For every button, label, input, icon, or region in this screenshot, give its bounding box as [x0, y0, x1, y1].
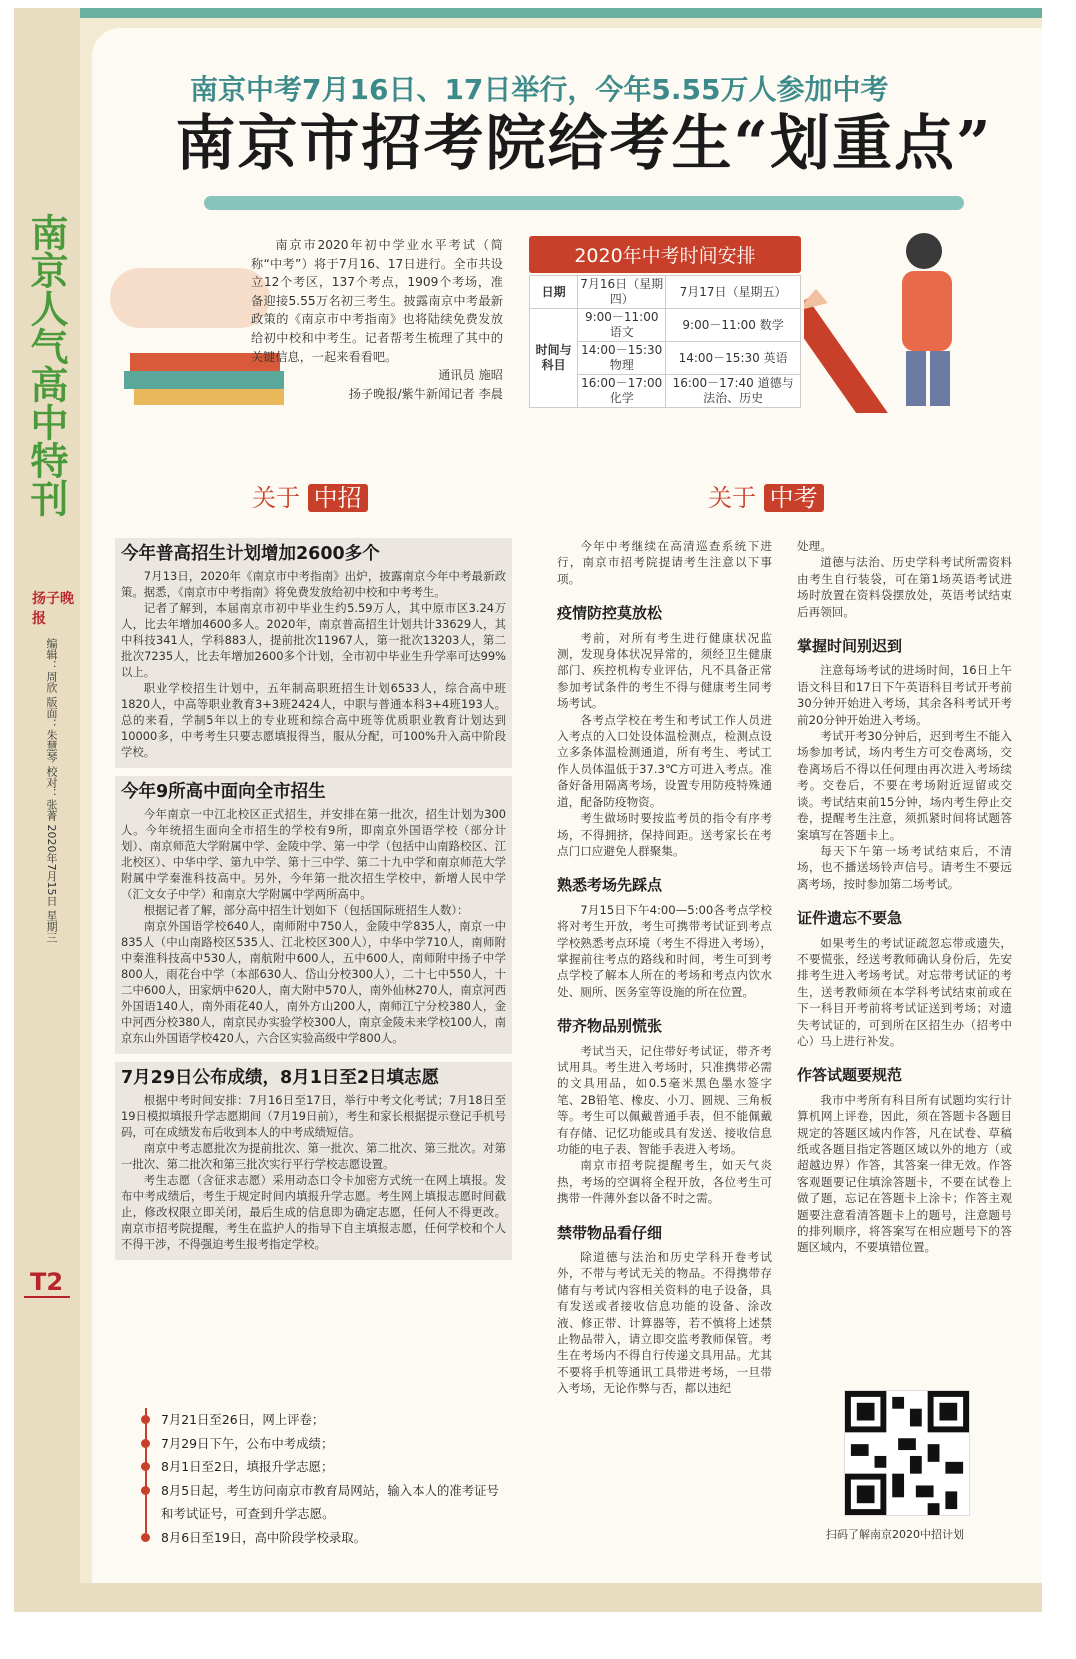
section-prefix: 关于 [252, 484, 300, 512]
paragraph: 各考点学校在考生和考试工作人员进入考点的入口处设体温检测点，检测点设立多条体温检测通道，所有考生、考试工作人员体温低于37.3℃方可进入考点。准备好备用隔离考场，设置专用防疫特殊通道，配备防疫物资。 [557, 712, 772, 809]
left-sidebar [14, 8, 80, 1612]
exam-schedule [529, 236, 801, 408]
subheading: 熟悉考场先踩点 [557, 876, 663, 895]
section-heading-exam [708, 478, 824, 513]
subheading: 带齐物品别慌张 [557, 1017, 663, 1036]
paragraph: 考试开考30分钟后，迟到考生不能入场参加考试，场内考生方可交卷离场，交卷离场后不得以任何理由再次进入考场续考。交卷后，不要在考场附近逗留或交谈。考试结束前15分钟，场内考生停止交卷，提醒考生注意，须抓紧时间将试题答案填写在答题卡上。 [797, 729, 1012, 842]
sidebar-brand: 扬子晚报 [32, 591, 74, 627]
subheading: 作答试题要规范 [797, 1066, 903, 1085]
paragraph: 考生做场时要按监考员的指令有序考场，不得拥挤，保持间距。送考家长在考点门口应避免人群聚集。 [557, 811, 772, 858]
page-number-rule [24, 1296, 70, 1298]
paragraph: 考前，对所有考生进行健康状况监测，发现身体状况异常的，须经卫生健康部门、疾控机构专业评估，凡不具备正常参加考试条件的考生不得与健康考生同考场考试。 [557, 630, 772, 711]
paragraph: 根据中考时间安排：7月16日至17日，举行中考文化考试；7月18日至19日模拟填报升学志愿期间（7月19日前），考生和家长根据提示登记手机号码，可在成绩发布后收到本人的中考成绩短信。 [121, 1093, 506, 1139]
enrollment-column [115, 538, 512, 1268]
schedule-cell: 9:00－11:00 数学 [666, 309, 801, 342]
bottom-band [14, 1583, 1042, 1612]
paragraph: 我市中考所有科目所有试题均实行计算机网上评卷，因此，须在答题卡各题目规定的答题区域内作答，凡在试卷、草稿纸或各题目指定答题区域以外的地方（或超越边界）作答，其答案一律无效。作答客观题要记住填涂答题卡，不要在试卷上做了题，忘记在答题卡上涂卡；作答主观题要注意看清答题卡上的题号，注意题号的排列顺序，将答案写在相应题号下的答题区域内，不要填错位置。 [797, 1092, 1012, 1255]
subheading: 禁带物品看仔细 [557, 1223, 663, 1242]
qr-code-icon[interactable] [844, 1390, 970, 1516]
sidebar-credits: 编辑：周欣 版面：朱慧琴 校对：张菁 2020年7月15日 星期三 [45, 638, 58, 943]
headline-bar [204, 196, 964, 210]
intro-text [251, 236, 503, 403]
timeline-item: 7月29日下午，公布中考成绩； [141, 1432, 501, 1456]
schedule-cell: 14:00－15:30 物理 [578, 342, 666, 375]
paragraph: 如果考生的考试证疏忽忘带或遗失，不要慌张，经送考教师确认身份后，先安排考生进入考场考试。对忘带考试证的考生，送考教师须在本学科考试结束前或在下一科目开考前将考试证送到考场；对遗失考试证的，可到所在区招生办（招考中心）马上进行补发。 [797, 935, 1012, 1048]
paragraph: 注意每场考试的进场时间，16日上午语文科目和17日下午英语科目考试开考前30分钟开始进入考场，其余各科考试开考前20分钟开始进入考场。 [797, 663, 1012, 727]
intro-paragraph: 南京市2020年初中学业水平考试（简称“中考”）将于7月16、17日进行。全市共设立12个考区，137个考点，1909个考场，准备迎接5.55万名初三考生。披露南京中考最新政策的《南京市中考指南》也将陆续免费发放给初中校和中考生。记者帮考生梳理了其中的关键信息，一起来看看吧。 [251, 238, 503, 364]
paragraph: 每天下午第一场考试结束后，不清场，也不播送场铃声信号。请考生不要远离考场，按时参加第二场考试。 [797, 843, 1012, 891]
subheading: 掌握时间别迟到 [797, 637, 903, 656]
paragraph: 南京市招考院提醒考生，如天气炎热，考场的空调将全程开放，各位考生可携带一件薄外套以备不时之需。 [557, 1158, 772, 1206]
timeline-item: 8月1日至2日，填报升学志愿； [141, 1455, 501, 1479]
paragraph: 考试当天，记住带好考试证，带齐考试用具。考生进入考场时，只准携带必需的文具用品，如0.5毫米黑色墨水签字笔、2B铅笔、橡皮、小刀、圆规、三角板等。考生可以佩戴普通手表，但不能佩戴有存储、记忆功能或具有发送、接收信息功能的电子表、智能手表进入考场。 [557, 1043, 772, 1156]
paragraph: 处理。 [797, 539, 832, 553]
paragraph: 南京外国语学校640人，南师附中750人，金陵中学835人，南京一中835人（中山南路校区535人、江北校区300人），中华中学710人，南师附中秦淮科技高中530人，南航附中600人，五中600人，南师附中扬子中学800人，雨花台中学（本部630人、岱山分校300人），二十七中550人，十二中600人，田家炳中620人，南大附中570人，南外仙林270人，南京河西外国语140人，南外雨花40人，南外方山200人，南师江宁分校380人，金中河西分校380人，南京民办实验学校300人，南京金陵未来学校100人，南京东山外国语学校420人，六合区实验高级中学800人。 [121, 919, 506, 1045]
schedule-time-label: 时间与科目 [530, 309, 578, 408]
intro-byline-reporter: 扬子晚报/紫牛新闻记者 李晨 [348, 386, 503, 401]
schedule-cell: 16:00－17:40 道德与法治、历史 [666, 375, 801, 408]
exam-column-right [797, 538, 1012, 1256]
paragraph: 南京中考志愿批次为提前批次、第一批次、第二批次、第三批次。对第一批次、第二批次和第三批次实行平行学校志愿设置。 [121, 1141, 506, 1171]
schedule-day1: 7月16日（星期四） [578, 276, 666, 309]
box-heading: 今年9所高中面向全市招生 [121, 782, 326, 802]
timeline-item: 8月5日起，考生访问南京市教育局网站，输入本人的准考证号和考试证号，可查到升学志愿。 [141, 1479, 501, 1526]
paragraph: 道德与法治、历史学科考试所需资料由考生自行装袋，可在第1场英语考试进场时放置在资料袋摆放处，英语考试结束后再领回。 [797, 555, 1012, 619]
schedule-cell: 14:00－15:30 英语 [666, 342, 801, 375]
top-stripe [14, 8, 1042, 18]
newspaper-page [14, 8, 1042, 1612]
exam-column-middle [557, 538, 772, 1397]
timeline-item: 7月21日至26日，网上评卷； [141, 1408, 501, 1432]
paragraph: 记者了解到，本届南京市初中毕业生约5.59万人，其中原市区3.24万人，比去年增加4600多人。2020年，南京普高招生计划共计33629人，其中科技341人，学科883人，提前批次11967人，第一批次13203人，第二批次7235人，比去年增加2600多个计划，全市初中毕业生升学率可达99%以上。 [121, 601, 506, 679]
paragraph: 7月15日下午4:00—5:00各考点学校将对考生开放，考生可携带考试证到考点学校熟悉考点环境（考生不得进入考场），掌握前往考点的路线和时间，考生可到考点学校了解本人所在的考场和考点内饮水处、厕所、医务室等设施的所在位置。 [557, 902, 772, 999]
section-tag: 中考 [764, 484, 824, 512]
timeline-item: 8月6日至19日，高中阶段学校录取。 [141, 1526, 501, 1550]
paragraph: 7月13日，2020年《南京市中考指南》出炉，披露南京今年中考最新政策。据悉，《南京市中考指南》将免费发放给初中校和中考考生。 [121, 569, 506, 599]
schedule-cell: 9:00－11:00 语文 [578, 309, 666, 342]
section-prefix: 关于 [708, 484, 756, 512]
article-box [115, 1062, 512, 1260]
schedule-date-label: 日期 [530, 276, 578, 309]
box-heading: 今年普高招生计划增加2600多个 [121, 544, 380, 564]
paragraph: 今年南京一中江北校区正式招生，并安排在第一批次，招生计划为300人。今年统招生面向全市招生的学校有9所，即南京外国语学校（部分计划）、南京师范大学附属中学、金陵中学、第一中学（包括中山南路校区、江北校区）、中华中学、第九中学、第十三中学、第二十九中学和南京师范大学附属中学秦淮科技高中。另外，今年第一批次招生学校中，新增人民中学（汇文女子中学）和南京大学附属中学两所高中。 [121, 807, 506, 901]
intro-byline-correspondent: 通讯员 施昭 [438, 368, 503, 383]
schedule-cell: 16:00－17:00 化学 [578, 375, 666, 408]
headline: 南京市招考院给考生“划重点” [175, 109, 993, 179]
schedule-title: 2020年中考时间安排 [529, 236, 801, 273]
paragraph: 考生志愿（含征求志愿）采用动态口令卡加密方式统一在网上填报。发布中考成绩后，考生于规定时间内填报升学志愿。考生网上填报志愿时间截止，修改权限立即关闭，最后生成的信息即为确定志愿，任何人不得更改。南京市招考院提醒，考生在监护人的指导下自主填报志愿，任何学校和个人不得干涉，不得强迫考生报考指定学校。 [121, 1173, 506, 1251]
sidebar-title: 南京人气高中特刊 [24, 213, 69, 517]
article-box [115, 538, 512, 768]
article-box [115, 776, 512, 1054]
section-tag: 中招 [308, 484, 368, 512]
paragraph: 除道德与法治和历史学科开卷考试外，不带与考试无关的物品。不得携带存储有与考试内容相关资料的电子设备，具有发送或者接收信息功能的设备、涂改液、修正带、计算器等，若不慎将上述禁止物品带入，请立即交监考教师保管。考生在考场内不得自行传递文具用品。尤其不要将手机等通讯工具带进考场，一旦带入考场，无论作弊与否，都以违纪 [557, 1250, 772, 1396]
subtitle: 南京中考7月16日、17日举行，今年5.55万人参加中考 [190, 73, 889, 106]
paragraph: 职业学校招生计划中，五年制高职班招生计划6533人，综合高中班1820人，中高等职业教育3+3班2424人，中职与普通本科3+4班193人。总的来看，学制5年以上的专业班和综合高中班等优质职业教育计划达到10000多，中考考生只要志愿填报得当，服从分配，可100%升入高中阶段学校。 [121, 681, 506, 759]
schedule-day2: 7月17日（星期五） [666, 276, 801, 309]
qr-caption: 扫码了解南京2020中招计划 [826, 1528, 964, 1541]
subheading: 疫情防控莫放松 [557, 604, 663, 623]
paragraph: 根据记者了解，部分高中招生计划如下（包括国际班招生人数）： [143, 903, 469, 917]
section-heading-enrollment [252, 478, 368, 513]
student-with-pencil-illustration [804, 223, 1024, 413]
schedule-table [529, 275, 801, 408]
box-heading: 7月29日公布成绩，8月1日至2日填志愿 [121, 1068, 440, 1088]
subheading: 证件遗忘不要急 [797, 909, 903, 928]
timeline [141, 1408, 501, 1549]
paragraph: 今年中考继续在高清巡查系统下进行，南京市招考院提请考生注意以下事项。 [557, 539, 772, 586]
page-number: T2 [30, 1268, 64, 1296]
